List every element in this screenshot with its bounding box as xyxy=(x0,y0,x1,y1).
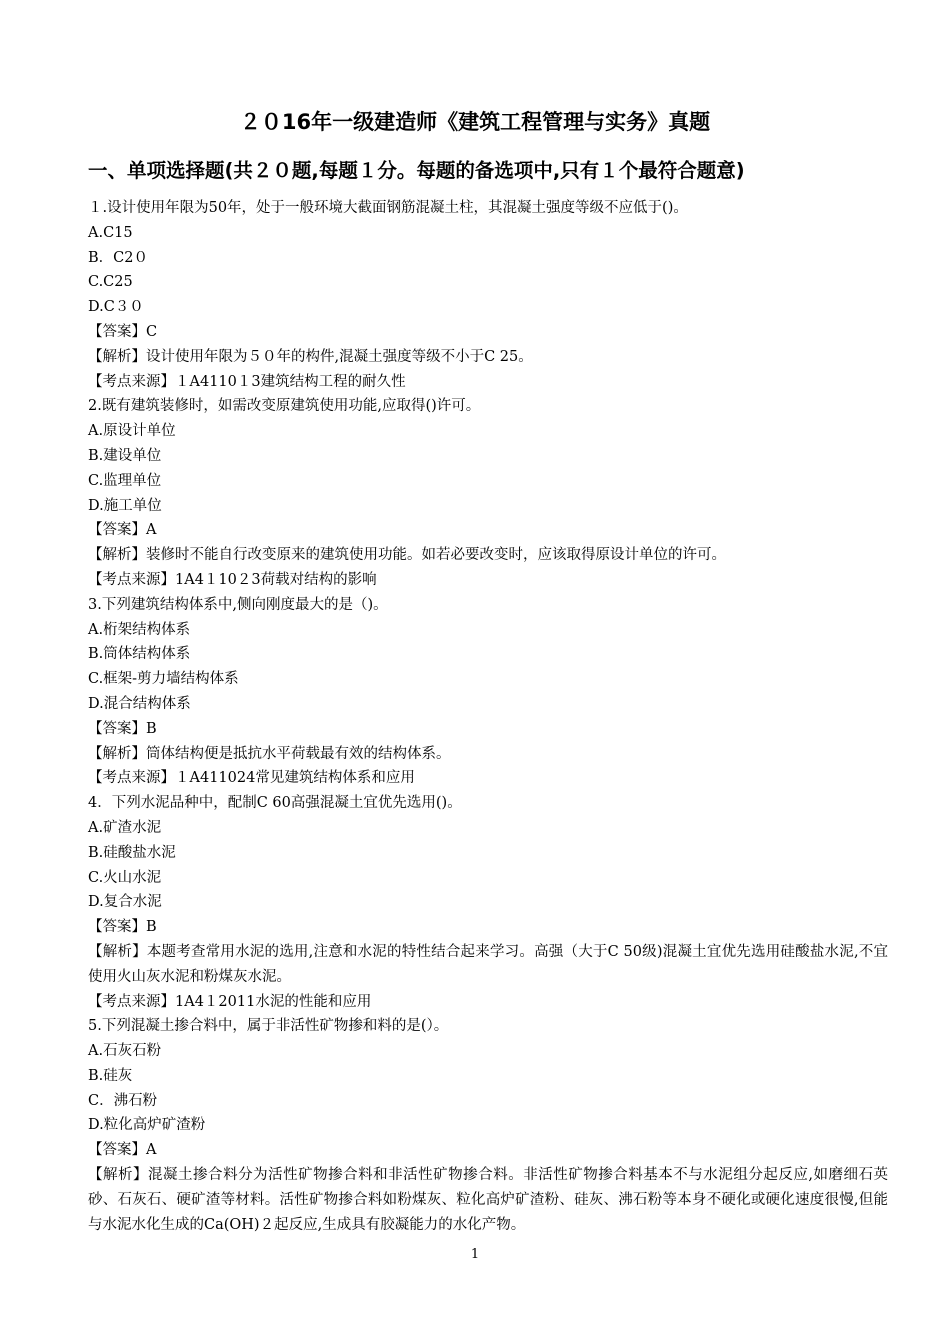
option-b: B.硅酸盐水泥 xyxy=(88,844,176,861)
source: 【考点来源】１A411024常见建筑结构体系和应用 xyxy=(88,770,415,787)
source: 【考点来源】1A4１10２3荷载对结构的影响 xyxy=(88,571,377,588)
question-stem: １.设计使用年限为50年，处于一般环境大截面钢筋混凝土柱，其混凝土强度等级不应低于()。 xyxy=(88,200,688,216)
question-list xyxy=(88,196,888,1237)
option-d: D.粒化高炉矿渣粉 xyxy=(88,1117,206,1134)
section-heading: 一、单项选择题(共２０题,每题１分。每题的备选项中,只有１个最符合题意) xyxy=(88,159,745,182)
option-c: C.C25 xyxy=(88,274,133,291)
option-a: A.矿渣水泥 xyxy=(88,819,162,836)
option-b: B.硅灰 xyxy=(88,1067,133,1084)
question-stem: 5.下列混凝土掺合料中，属于非活性矿物掺和料的是(）。 xyxy=(88,1018,449,1035)
option-c: C．沸石粉 xyxy=(88,1092,158,1109)
page-number: 1 xyxy=(470,1247,480,1262)
answer: 【答案】B xyxy=(88,919,157,936)
explanation: 【解析】设计使用年限为５０年的构件,混凝土强度等级不小于C 25。 xyxy=(88,348,533,365)
option-d: D.混合结构体系 xyxy=(88,695,191,712)
option-a: A.原设计单位 xyxy=(88,423,176,440)
document-title: ２０16年一级建造师《建筑工程管理与实务》真题 xyxy=(239,110,711,134)
option-b: B．C2０ xyxy=(88,249,148,266)
question-stem: 2.既有建筑装修时，如需改变原建筑使用功能,应取得()许可。 xyxy=(88,398,481,415)
explanation: 【解析】装修时不能自行改变原来的建筑使用功能。如若必要改变时，应该取得原设计单位的许可。 xyxy=(88,547,726,564)
option-a: A.桁架结构体系 xyxy=(88,621,191,638)
option-a: A.C15 xyxy=(88,224,133,241)
answer: 【答案】C xyxy=(88,323,158,340)
option-c: C.火山水泥 xyxy=(88,869,162,886)
option-b: B.建设单位 xyxy=(88,447,162,464)
answer: 【答案】B xyxy=(88,720,157,737)
explanation: 【解析】本题考查常用水泥的选用,注意和水泥的特性结合起来学习。高强（大于C 50级)混凝土宜优先选用硅酸盐水泥,不宜使用火山灰水泥和粉煤灰水泥。 xyxy=(88,943,888,985)
option-d: D.C３０ xyxy=(88,299,144,316)
option-c: C.框架-剪力墙结构体系 xyxy=(88,671,239,688)
question-5 xyxy=(88,1014,888,1237)
source: 【考点来源】1A4１2011水泥的性能和应用 xyxy=(88,993,372,1010)
answer: 【答案】A xyxy=(88,522,157,539)
question-stem: 3.下列建筑结构体系中,侧向刚度最大的是（)。 xyxy=(88,596,388,613)
explanation: 【解析】混凝土掺合料分为活性矿物掺合料和非活性矿物掺合料。非活性矿物掺合料基本不与水泥组分起反应,如磨细石英砂、石灰石、硬矿渣等材料。活性矿物掺合料如粉煤灰、粒化高炉矿渣粉、硅灰、沸石粉等本身不硬化或硬化速度很慢,但能与水泥水化生成的Ca(OH)２起反应,生成具有胶凝能力的水化产物。 xyxy=(88,1167,888,1233)
option-b: B.筒体结构体系 xyxy=(88,646,191,663)
answer: 【答案】A xyxy=(88,1142,157,1159)
source: 【考点来源】１A4110１3建筑结构工程的耐久性 xyxy=(88,373,406,390)
option-d: D.施工单位 xyxy=(88,497,162,514)
question-stem: 4．下列水泥品种中，配制C 60高强混凝土宜优先选用()。 xyxy=(88,795,462,812)
option-a: A.石灰石粉 xyxy=(88,1043,162,1060)
question-3 xyxy=(88,593,888,791)
question-1 xyxy=(88,196,888,394)
explanation: 【解析】筒体结构便是抵抗水平荷载最有效的结构体系。 xyxy=(88,745,451,762)
option-d: D.复合水泥 xyxy=(88,894,162,911)
question-2 xyxy=(88,394,888,592)
question-4 xyxy=(88,791,888,1014)
option-c: C.监理单位 xyxy=(88,472,162,489)
